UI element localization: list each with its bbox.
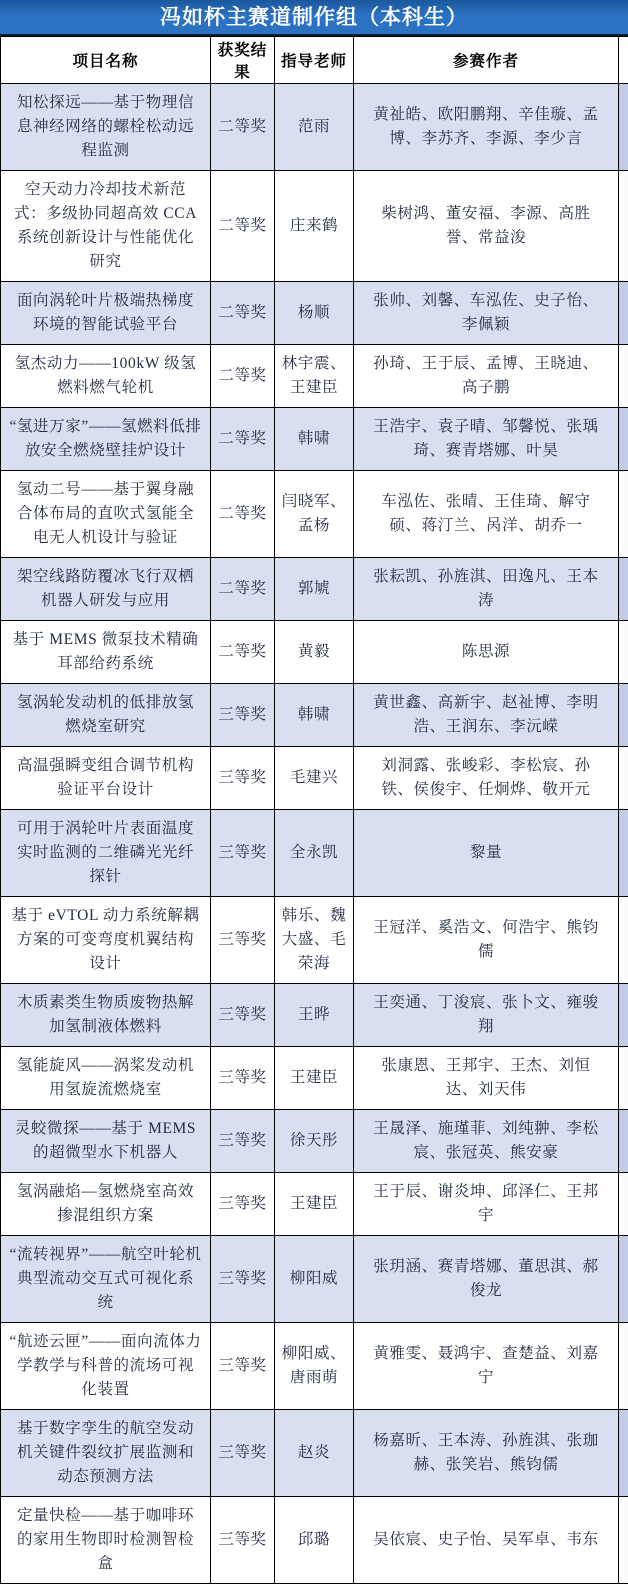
table-row — [1, 684, 628, 747]
project-name-cell: 基于数字孪生的航空发动机关键件裂纹扩展监测和动态预测方法 — [1, 1410, 211, 1497]
advisor-cell: 杨顺 — [275, 282, 354, 345]
row-edge-sliver — [619, 1236, 628, 1323]
advisor-cell: 韩啸 — [275, 408, 354, 471]
award-result-cell: 三等奖 — [211, 1236, 275, 1323]
table-row — [1, 1110, 628, 1173]
table-row — [1, 1173, 628, 1236]
column-header-edge-sliver — [619, 37, 628, 84]
award-result-cell: 二等奖 — [211, 408, 275, 471]
award-result-cell: 二等奖 — [211, 558, 275, 621]
award-result-cell: 二等奖 — [211, 345, 275, 408]
award-table — [0, 36, 628, 1584]
row-edge-sliver — [619, 747, 628, 810]
project-name-cell: “流转视界”——航空叶轮机典型流动交互式可视化系统 — [1, 1236, 211, 1323]
row-edge-sliver — [619, 897, 628, 984]
authors-cell: 王浩宇、袁子晴、邹馨悦、张瑀琦、赛青塔娜、叶昊 — [354, 408, 619, 471]
advisor-cell: 全永凯 — [275, 810, 354, 897]
project-name-cell: 基于 MEMS 微泵技术精确耳部给药系统 — [1, 621, 211, 684]
project-name-cell: 氢涡融焰—氢燃烧室高效掺混组织方案 — [1, 1173, 211, 1236]
table-row — [1, 282, 628, 345]
award-result-cell: 三等奖 — [211, 747, 275, 810]
project-name-cell: 面向涡轮叶片极端热梯度环境的智能试验平台 — [1, 282, 211, 345]
authors-cell: 王晟泽、施瑾菲、刘纯翀、李松宸、张冠英、熊安豪 — [354, 1110, 619, 1173]
project-name-cell: 知松探远——基于物理信息神经网络的螺栓松动远程监测 — [1, 84, 211, 171]
row-edge-sliver — [619, 84, 628, 171]
authors-cell: 王冠洋、奚浩文、何浩宇、熊钧儒 — [354, 897, 619, 984]
table-row — [1, 747, 628, 810]
advisor-cell: 范雨 — [275, 84, 354, 171]
table-row — [1, 1410, 628, 1497]
row-edge-sliver — [619, 1323, 628, 1410]
project-name-cell: 氢杰动力——100kW 级氢燃料燃气轮机 — [1, 345, 211, 408]
award-result-cell: 三等奖 — [211, 1173, 275, 1236]
award-result-cell: 二等奖 — [211, 84, 275, 171]
advisor-cell: 柳阳威 — [275, 1236, 354, 1323]
row-edge-sliver — [619, 408, 628, 471]
column-header-award: 获奖结果 — [211, 37, 275, 84]
authors-cell: 孙琦、王于辰、孟博、王晓迪、高子鹏 — [354, 345, 619, 408]
project-name-cell: 木质素类生物质废物热解加氢制液体燃料 — [1, 984, 211, 1047]
advisor-cell: 赵炎 — [275, 1410, 354, 1497]
advisor-cell: 黄毅 — [275, 621, 354, 684]
table-row — [1, 621, 628, 684]
table-row — [1, 345, 628, 408]
authors-cell: 王奕通、丁浚宸、张卜文、雍骏翔 — [354, 984, 619, 1047]
table-row — [1, 810, 628, 897]
row-edge-sliver — [619, 1110, 628, 1173]
table-row — [1, 1323, 628, 1410]
project-name-cell: 氢涡轮发动机的低排放氢燃烧室研究 — [1, 684, 211, 747]
table-row — [1, 84, 628, 171]
table-row — [1, 408, 628, 471]
table-row — [1, 984, 628, 1047]
authors-cell: 张帅、刘馨、车泓佐、史子怡、李佩颖 — [354, 282, 619, 345]
table-row — [1, 897, 628, 984]
award-result-cell: 三等奖 — [211, 684, 275, 747]
award-result-cell: 三等奖 — [211, 1410, 275, 1497]
table-row — [1, 558, 628, 621]
project-name-cell: 高温强瞬变组合调节机构验证平台设计 — [1, 747, 211, 810]
row-edge-sliver — [619, 282, 628, 345]
award-result-cell: 三等奖 — [211, 897, 275, 984]
authors-cell: 刘洞露、张峻彩、李松宸、孙铁、侯俊宇、任炯烨、敬开元 — [354, 747, 619, 810]
award-result-cell: 三等奖 — [211, 1323, 275, 1410]
column-header-project: 项目名称 — [1, 37, 211, 84]
authors-cell: 黄世鑫、高新宇、赵祉博、李明浩、王润东、李沅嵘 — [354, 684, 619, 747]
advisor-cell: 王晔 — [275, 984, 354, 1047]
advisor-cell: 闫晓军、孟杨 — [275, 471, 354, 558]
table-body — [1, 84, 628, 1584]
award-result-cell: 三等奖 — [211, 1110, 275, 1173]
project-name-cell: 定量快检——基于咖啡环的家用生物即时检测智检盒 — [1, 1497, 211, 1584]
authors-cell: 张耘凯、孙旌淇、田逸凡、王本涛 — [354, 558, 619, 621]
project-name-cell: 基于 eVTOL 动力系统解耦方案的可变弯度机翼结构设计 — [1, 897, 211, 984]
table-title: 冯如杯主赛道制作组（本科生） — [0, 0, 628, 36]
advisor-cell: 邱璐 — [275, 1497, 354, 1584]
project-name-cell: 架空线路防覆冰飞行双栖机器人研发与应用 — [1, 558, 211, 621]
authors-cell: 黄雅雯、聂鸿宇、查楚益、刘嘉宁 — [354, 1323, 619, 1410]
column-header-authors: 参赛作者 — [354, 37, 619, 84]
award-result-cell: 二等奖 — [211, 282, 275, 345]
authors-cell: 车泓佐、张晴、王佳琦、解守硕、蒋汀兰、呙洋、胡乔一 — [354, 471, 619, 558]
table-row — [1, 1236, 628, 1323]
row-edge-sliver — [619, 984, 628, 1047]
table-row — [1, 471, 628, 558]
award-result-cell: 二等奖 — [211, 621, 275, 684]
header-row — [1, 37, 628, 84]
award-result-cell: 三等奖 — [211, 810, 275, 897]
project-name-cell: 可用于涡轮叶片表面温度实时监测的二维磷光光纤探针 — [1, 810, 211, 897]
project-name-cell: 灵蛟微探——基于 MEMS 的超微型水下机器人 — [1, 1110, 211, 1173]
row-edge-sliver — [619, 1497, 628, 1584]
row-edge-sliver — [619, 558, 628, 621]
table-row — [1, 1047, 628, 1110]
project-name-cell: “航迹云匣”——面向流体力学教学与科普的流场可视化装置 — [1, 1323, 211, 1410]
award-result-cell: 二等奖 — [211, 171, 275, 282]
column-header-teacher: 指导老师 — [275, 37, 354, 84]
advisor-cell: 韩啸 — [275, 684, 354, 747]
row-edge-sliver — [619, 621, 628, 684]
advisor-cell: 韩乐、魏大盛、毛荣海 — [275, 897, 354, 984]
advisor-cell: 郭虓 — [275, 558, 354, 621]
authors-cell: 陈思源 — [354, 621, 619, 684]
project-name-cell: 空天动力冷却技术新范式：多级协同超高效 CCA 系统创新设计与性能优化研究 — [1, 171, 211, 282]
authors-cell: 张康恩、王邦宇、王杰、刘恒达、刘天伟 — [354, 1047, 619, 1110]
authors-cell: 王于辰、谢炎坤、邱泽仁、王邦宇 — [354, 1173, 619, 1236]
award-result-cell: 三等奖 — [211, 1047, 275, 1110]
authors-cell: 柴树鸿、董安福、李源、高胜誉、常益浚 — [354, 171, 619, 282]
row-edge-sliver — [619, 1047, 628, 1110]
advisor-cell: 王建臣 — [275, 1047, 354, 1110]
authors-cell: 黄祉皓、欧阳鹏翔、辛佳璇、孟博、李苏齐、李源、李少言 — [354, 84, 619, 171]
row-edge-sliver — [619, 810, 628, 897]
advisor-cell: 林宇震、王建臣 — [275, 345, 354, 408]
project-name-cell: “氢进万家”——氢燃料低排放安全燃烧壁挂炉设计 — [1, 408, 211, 471]
authors-cell: 吴依宸、史子怡、吴军卓、韦东 — [354, 1497, 619, 1584]
authors-cell: 黎量 — [354, 810, 619, 897]
project-name-cell: 氢能旋风——涡桨发动机用氢旋流燃烧室 — [1, 1047, 211, 1110]
award-result-cell: 三等奖 — [211, 1497, 275, 1584]
row-edge-sliver — [619, 171, 628, 282]
advisor-cell: 徐天彤 — [275, 1110, 354, 1173]
advisor-cell: 毛建兴 — [275, 747, 354, 810]
authors-cell: 张玥涵、赛青塔娜、董思淇、郝俊龙 — [354, 1236, 619, 1323]
row-edge-sliver — [619, 684, 628, 747]
row-edge-sliver — [619, 345, 628, 408]
table-row — [1, 1497, 628, 1584]
advisor-cell: 柳阳威、唐雨萌 — [275, 1323, 354, 1410]
advisor-cell: 庄来鹤 — [275, 171, 354, 282]
award-result-cell: 二等奖 — [211, 471, 275, 558]
advisor-cell: 王建臣 — [275, 1173, 354, 1236]
row-edge-sliver — [619, 1410, 628, 1497]
project-name-cell: 氢动二号——基于翼身融合体布局的直吹式氢能全电无人机设计与验证 — [1, 471, 211, 558]
row-edge-sliver — [619, 471, 628, 558]
award-result-cell: 三等奖 — [211, 984, 275, 1047]
row-edge-sliver — [619, 1173, 628, 1236]
authors-cell: 杨嘉昕、王本涛、孙旌淇、张珈赫、张笑岩、熊钧儒 — [354, 1410, 619, 1497]
table-row — [1, 171, 628, 282]
